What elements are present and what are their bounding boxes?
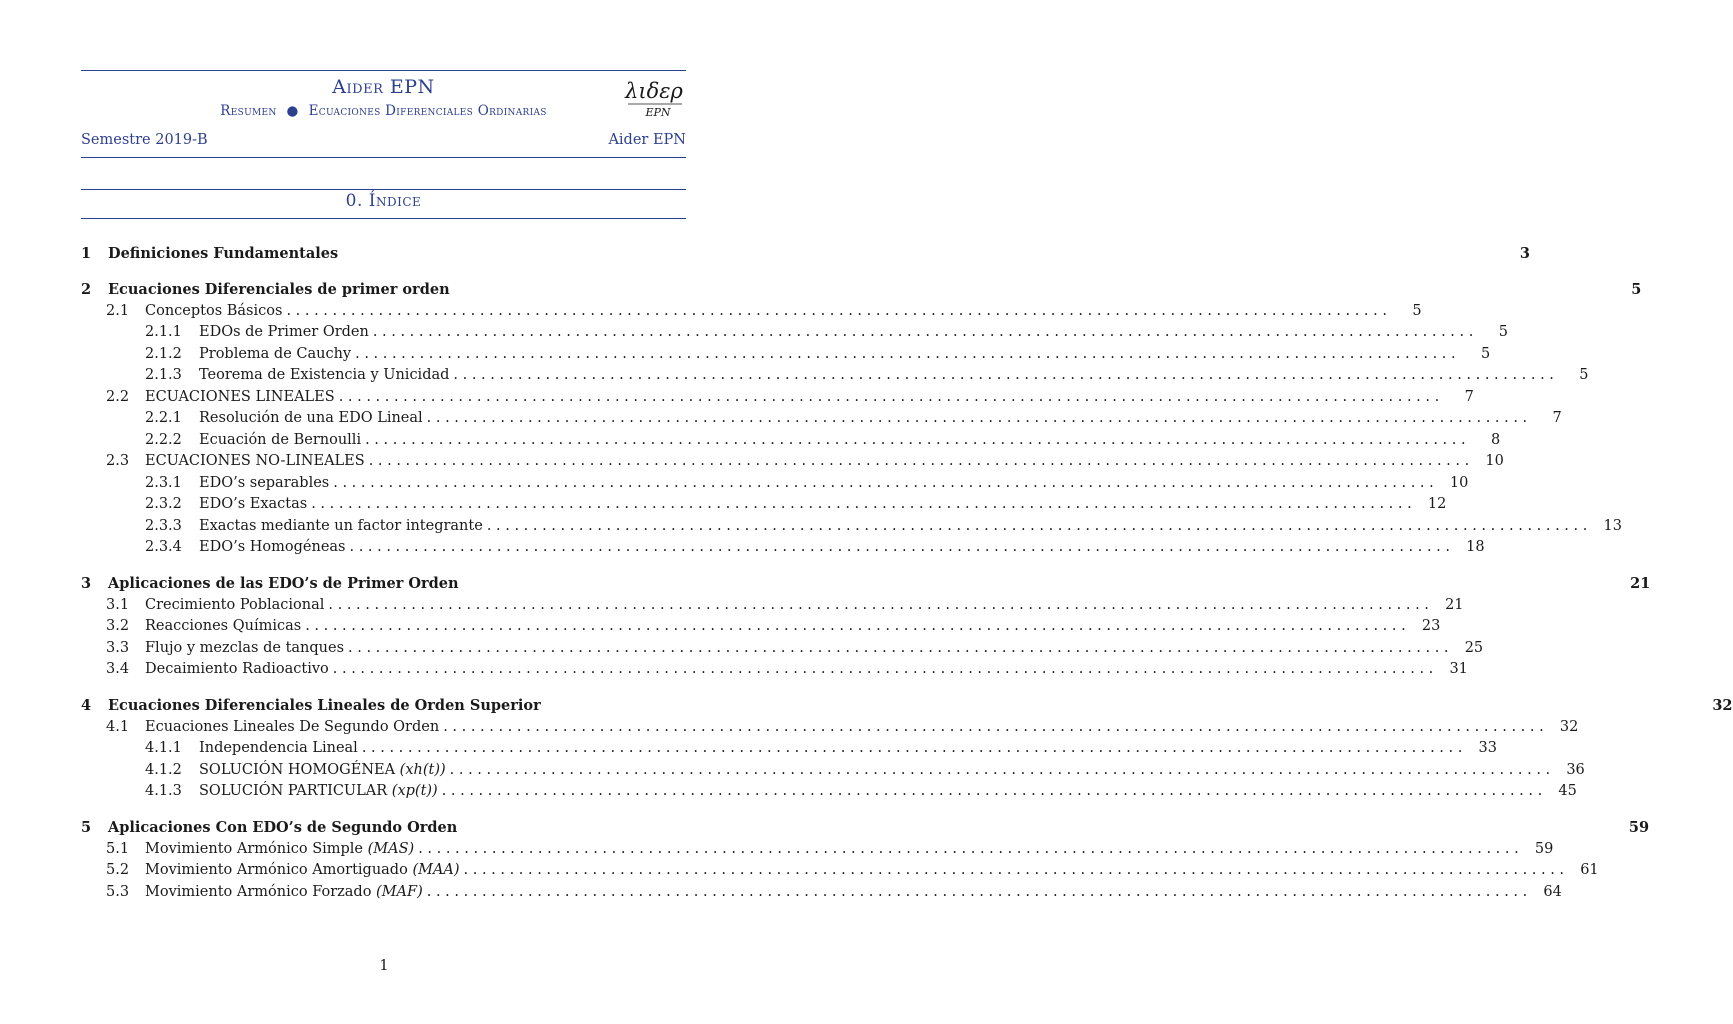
toc-subsubsection[interactable] <box>81 408 1562 430</box>
toc-title <box>199 322 373 344</box>
toc-title-text: Ecuaciones Lineales De Segundo Orden <box>145 718 440 735</box>
toc-leader-dots: ........................................................................................................................ <box>355 345 1461 362</box>
toc-number: 4.1.2 <box>145 761 182 778</box>
toc-subsubsection[interactable] <box>81 322 1508 344</box>
toc-page: 21 <box>1445 596 1464 613</box>
toc-title-math: (xh(t)) <box>399 761 446 778</box>
toc-number: 4.1.1 <box>145 740 182 756</box>
toc-title <box>145 882 427 904</box>
bullet-icon: ● <box>286 103 299 119</box>
header-bottom-rule <box>81 157 686 158</box>
page-number: 1 <box>379 958 389 974</box>
toc-page: 12 <box>1427 496 1447 512</box>
toc-number: 4 <box>81 697 92 714</box>
toc-title-text: Movimiento Armónico Forzado <box>145 883 372 900</box>
toc-entry-line <box>145 595 1464 617</box>
toc-leader-dots: ........................................................................................................................ <box>426 883 1532 900</box>
toc-title-text: ECUACIONES NO-LINEALES <box>145 453 365 469</box>
toc-page: 33 <box>1478 740 1497 756</box>
toc-section[interactable] <box>81 279 1642 301</box>
toc-entry-line <box>108 573 1651 595</box>
toc-title-text: Conceptos Básicos <box>145 302 283 319</box>
toc-entry-line <box>199 494 1447 516</box>
toc-subsection[interactable] <box>81 638 1484 660</box>
toc-title-text: Teorema de Existencia y Unicidad <box>199 367 450 383</box>
toc-number: 2.3.3 <box>145 517 182 534</box>
toc-number: 2.3.1 <box>145 474 182 491</box>
toc-title-text: Resolución de una EDO Lineal <box>199 410 423 426</box>
toc-leader-dots: ........................................................................................................................ <box>361 740 1467 756</box>
toc-title <box>199 781 442 803</box>
toc-entry-line <box>199 322 1508 344</box>
toc-subsection[interactable] <box>81 451 1504 473</box>
toc-title <box>199 537 349 559</box>
toc-entry-line <box>199 738 1497 760</box>
aider-logo <box>618 76 690 120</box>
toc-subsection[interactable] <box>81 839 1554 861</box>
toc-page: 5 <box>1481 345 1491 362</box>
toc-subsubsection[interactable] <box>81 738 1497 760</box>
logo-text-bottom: EPN <box>645 106 671 119</box>
toc-leader-dots: ........................................................................................................................ <box>311 496 1417 512</box>
toc-leader-dots: ........................................................................................................................ <box>338 388 1444 405</box>
toc-page: 31 <box>1449 661 1468 677</box>
toc-title-text: Flujo y mezclas de tanques <box>145 639 345 656</box>
toc-entry-line <box>108 279 1642 301</box>
toc-entry-line <box>145 387 1474 409</box>
toc-title-text: SOLUCIÓN HOMOGÉNEA <box>199 761 396 778</box>
toc-section[interactable] <box>81 243 1530 265</box>
toc-number: 2.2 <box>106 388 130 405</box>
toc-leader-dots: ........................................................................................................................ <box>372 324 1478 340</box>
toc-entry-line <box>199 430 1501 452</box>
toc-leader-dots: ........................................................................................................................ <box>453 367 1559 383</box>
toc-leader-dots: ........................................................................................................................ <box>418 840 1524 857</box>
index-top-rule <box>81 189 686 190</box>
toc-subsubsection[interactable] <box>81 516 1622 538</box>
toc-leader-dots: ........................................................................................................................ <box>332 661 1438 677</box>
toc-number: 4.1.3 <box>145 783 182 799</box>
toc-title-math: (MAA) <box>412 862 460 878</box>
document-title: Aider EPN <box>332 76 435 98</box>
toc-number: 3.3 <box>106 639 130 656</box>
toc-subsection[interactable] <box>81 860 1599 882</box>
table-of-contents <box>81 243 1733 903</box>
toc-entry-line <box>145 860 1599 882</box>
toc-subsubsection[interactable] <box>81 344 1491 366</box>
toc-leader-dots: ........................................................................................................................ <box>443 718 1549 735</box>
toc-number: 3.2 <box>106 618 130 634</box>
toc-number: 3.1 <box>106 596 130 613</box>
toc-number: 2.3.2 <box>145 496 182 512</box>
toc-number: 2.3.4 <box>145 539 182 555</box>
toc-title-text: EDO’s separables <box>199 474 330 491</box>
toc-leader-dots: ........................................................................................................................ <box>305 618 1411 634</box>
toc-number: 2.2.1 <box>145 410 182 426</box>
toc-page: 45 <box>1558 783 1577 799</box>
toc-page: 21 <box>1630 575 1651 592</box>
toc-title <box>108 279 454 301</box>
toc-title <box>108 573 463 595</box>
toc-page: 5 <box>1579 367 1589 383</box>
logo-text-top: λιδερ <box>625 79 683 103</box>
toc-entry-line <box>199 473 1469 495</box>
toc-page: 13 <box>1603 517 1622 534</box>
toc-entry-line <box>108 817 1650 839</box>
toc-title-text: Independencia Lineal <box>199 740 358 756</box>
toc-number: 2.1.1 <box>145 324 182 340</box>
toc-title <box>145 638 348 660</box>
toc-subsubsection[interactable] <box>81 430 1501 452</box>
toc-subsubsection[interactable] <box>81 494 1447 516</box>
toc-title <box>145 387 339 409</box>
toc-number: 5.3 <box>106 883 130 900</box>
toc-title-text: Crecimiento Poblacional <box>145 596 325 613</box>
toc-entry-line <box>199 344 1491 366</box>
document-subtitle <box>81 103 686 119</box>
toc-title-text: Movimiento Armónico Simple <box>145 840 364 857</box>
toc-section[interactable] <box>81 695 1733 717</box>
toc-title-math: (MAS) <box>367 840 415 857</box>
toc-page: 18 <box>1466 539 1485 555</box>
toc-title-text: Ecuaciones Diferenciales de primer orden <box>108 281 450 298</box>
toc-page: 32 <box>1712 697 1733 714</box>
toc-page: 61 <box>1580 862 1599 878</box>
toc-entry-line <box>199 408 1562 430</box>
index-bottom-rule <box>81 218 686 219</box>
toc-page: 7 <box>1552 410 1562 426</box>
toc-page: 8 <box>1490 431 1501 448</box>
toc-leader-dots: ........................................................................................................................ <box>328 596 1434 613</box>
semester-label: Semestre 2019-B <box>81 132 208 148</box>
toc-entry-line <box>145 839 1554 861</box>
toc-page: 3 <box>1519 245 1530 262</box>
toc-title-text: Decaimiento Radioactivo <box>145 661 329 677</box>
toc-title-math: (MAF) <box>376 883 423 900</box>
toc-title <box>199 516 487 538</box>
toc-page: 32 <box>1559 718 1579 735</box>
toc-title <box>145 595 328 617</box>
toc-title <box>108 695 545 717</box>
toc-title-text: Ecuación de Bernoulli <box>199 431 362 448</box>
toc-subsection[interactable] <box>81 387 1474 409</box>
toc-subsubsection[interactable] <box>81 365 1589 387</box>
toc-title <box>199 473 333 495</box>
toc-entry-line <box>199 516 1622 538</box>
toc-number: 4.1 <box>106 718 130 735</box>
toc-leader-dots: ........................................................................................................................ <box>368 453 1474 469</box>
toc-title <box>108 817 461 839</box>
toc-title-text: Ecuaciones Diferenciales Lineales de Orden Superior <box>108 697 541 714</box>
toc-number: 3 <box>81 575 92 592</box>
toc-entry-line <box>199 537 1485 559</box>
toc-leader-dots: ........................................................................................................................ <box>441 783 1547 799</box>
toc-entry-line <box>108 695 1733 717</box>
toc-title-text: Aplicaciones Con EDO’s de Segundo Orden <box>108 819 458 836</box>
toc-title-text: Movimiento Armónico Amortiguado <box>145 862 408 878</box>
toc-leader-dots: ........................................................................................................................ <box>365 431 1471 448</box>
toc-entry-line <box>199 781 1577 803</box>
toc-number: 2.2.2 <box>145 431 182 448</box>
toc-number: 5.1 <box>106 840 130 857</box>
toc-page: 23 <box>1421 618 1441 634</box>
toc-leader-dots: ........................................................................................................................ <box>449 761 1555 778</box>
toc-entry-line <box>145 659 1468 681</box>
toc-title <box>199 430 365 452</box>
toc-page: 5 <box>1412 302 1422 319</box>
toc-page: 5 <box>1631 281 1642 298</box>
toc-title <box>108 243 342 265</box>
toc-subsubsection[interactable] <box>81 781 1577 803</box>
toc-title <box>199 738 362 760</box>
subtitle-course: Ecuaciones Diferenciales Ordinarias <box>308 103 547 119</box>
index-title: 0. Índice <box>345 191 422 211</box>
toc-leader-dots: ........................................................................................................................ <box>286 302 1392 319</box>
toc-number: 2 <box>81 281 92 298</box>
toc-number: 5 <box>81 819 92 836</box>
toc-subsubsection[interactable] <box>81 760 1585 782</box>
toc-title <box>145 616 305 638</box>
toc-title-text: Definiciones Fundamentales <box>108 245 339 262</box>
toc-entry-line <box>145 451 1504 473</box>
toc-title <box>199 365 453 387</box>
toc-number: 3.4 <box>106 661 130 677</box>
toc-title-text: Reacciones Químicas <box>145 618 302 634</box>
toc-number: 2.1.2 <box>145 345 182 362</box>
toc-title <box>199 494 311 516</box>
toc-title <box>145 839 418 861</box>
toc-page: 59 <box>1534 840 1554 857</box>
toc-entry-line <box>145 616 1441 638</box>
toc-subsection[interactable] <box>81 616 1441 638</box>
toc-page: 10 <box>1449 474 1469 491</box>
toc-number: 2.1 <box>106 302 130 319</box>
toc-leader-dots: ........................................................................................................................ <box>348 639 1454 656</box>
toc-title-text: ECUACIONES LINEALES <box>145 388 335 405</box>
toc-subsection[interactable] <box>81 882 1562 904</box>
toc-title-text: Problema de Cauchy <box>199 345 352 362</box>
toc-leader-dots: ........................................................................................................................ <box>349 539 1455 555</box>
toc-subsection[interactable] <box>81 717 1579 739</box>
toc-subsection[interactable] <box>81 659 1468 681</box>
toc-title-math: (xp(t)) <box>391 783 438 799</box>
toc-leader-dots: ........................................................................................................................ <box>333 474 1439 491</box>
toc-entry-line <box>108 243 1530 265</box>
toc-title-text: EDOs de Primer Orden <box>199 324 369 340</box>
toc-leader-dots: ........................................................................................................................ <box>463 862 1569 878</box>
toc-title-text: Exactas mediante un factor integrante <box>199 517 483 534</box>
author-label: Aider EPN <box>608 132 686 148</box>
toc-subsubsection[interactable] <box>81 537 1485 559</box>
toc-title <box>199 760 450 782</box>
toc-leader-dots: ........................................................................................................................ <box>426 410 1532 426</box>
toc-entry-line <box>145 301 1422 323</box>
toc-page: 5 <box>1498 324 1508 340</box>
toc-title <box>145 659 333 681</box>
toc-section[interactable] <box>81 817 1650 839</box>
toc-title <box>145 717 443 739</box>
toc-entry-line <box>145 882 1562 904</box>
toc-number: 2.3 <box>106 453 130 469</box>
toc-section[interactable] <box>81 573 1651 595</box>
toc-title <box>199 344 355 366</box>
toc-title <box>145 301 286 323</box>
toc-number: 2.1.3 <box>145 367 182 383</box>
toc-page: 64 <box>1543 883 1562 900</box>
toc-title <box>145 451 369 473</box>
toc-title <box>199 408 427 430</box>
toc-entry-line <box>199 365 1589 387</box>
toc-entry-line <box>145 638 1484 660</box>
toc-page: 59 <box>1628 819 1650 836</box>
toc-title-text: EDO’s Homogéneas <box>199 539 346 555</box>
toc-title <box>145 860 464 882</box>
toc-subsection[interactable] <box>81 595 1464 617</box>
toc-subsubsection[interactable] <box>81 473 1469 495</box>
toc-page: 25 <box>1464 639 1484 656</box>
toc-subsection[interactable] <box>81 301 1422 323</box>
toc-number: 1 <box>81 245 92 262</box>
toc-title-text: SOLUCIÓN PARTICULAR <box>199 783 388 799</box>
toc-number: 5.2 <box>106 862 130 878</box>
toc-entry-line <box>145 717 1579 739</box>
toc-leader-dots: ........................................................................................................................ <box>486 517 1592 534</box>
toc-page: 36 <box>1566 761 1585 778</box>
toc-title-text: EDO’s Exactas <box>199 496 308 512</box>
toc-entry-line <box>199 760 1585 782</box>
subtitle-summary: Resumen <box>220 103 277 119</box>
toc-page: 7 <box>1464 388 1474 405</box>
toc-page: 10 <box>1485 453 1504 469</box>
toc-title-text: Aplicaciones de las EDO’s de Primer Orden <box>108 575 459 592</box>
header-top-rule <box>81 70 686 71</box>
